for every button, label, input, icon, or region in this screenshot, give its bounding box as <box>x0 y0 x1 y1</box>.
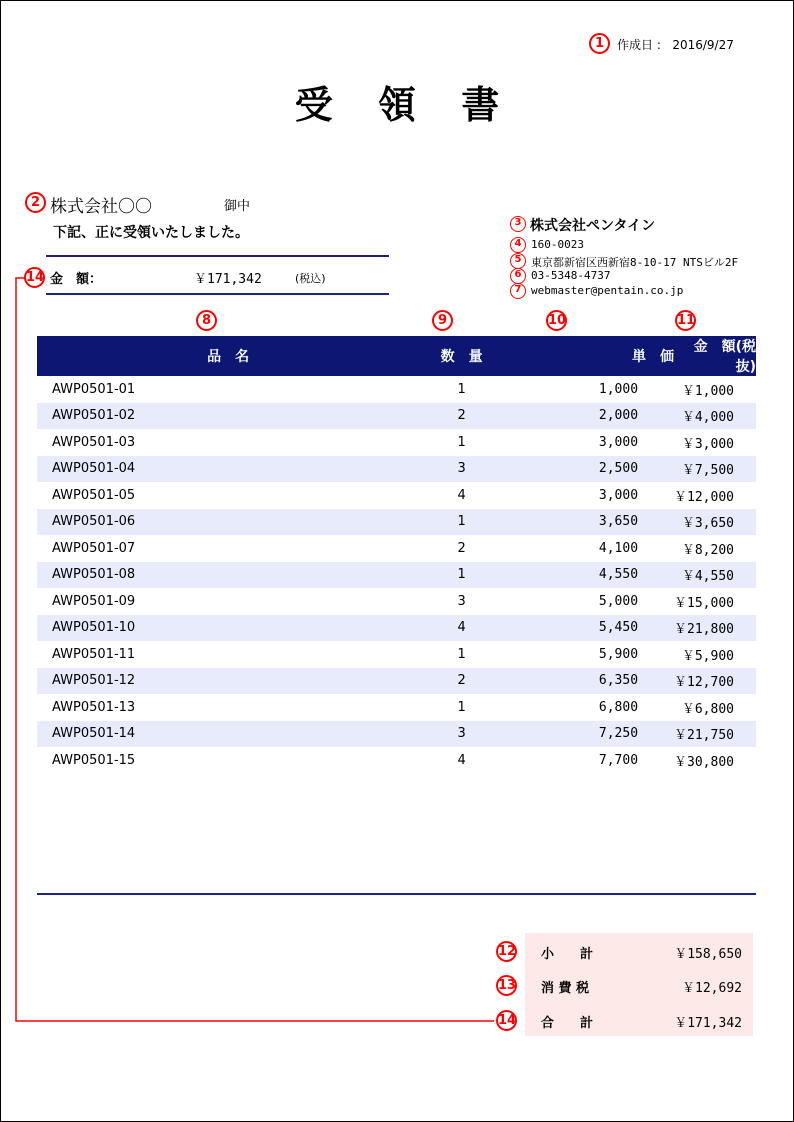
table-row <box>37 721 756 748</box>
marker-14-bottom: 14 <box>496 1010 517 1031</box>
recipient-name: 株式会社〇〇 <box>50 197 152 217</box>
item-name-cell: AWP0501-03 <box>52 434 136 450</box>
amount-cell: ￥12,700 <box>674 668 756 695</box>
quantity-cell: 1 <box>457 434 466 450</box>
unit-price-cell: 4,100 <box>598 540 639 556</box>
issuer-company: 株式会社ペンタイン <box>530 218 656 234</box>
amount-cell: ￥5,900 <box>681 648 734 664</box>
amount-label: 金 額： <box>50 272 103 287</box>
subtotal-value: ￥158,650 <box>674 947 742 962</box>
issuer-phone: 03-5348-4737 <box>531 269 611 282</box>
unit-price-cell: 6,800 <box>598 699 639 715</box>
total-value: ￥171,342 <box>674 1016 742 1031</box>
issuer-email: webmaster@pentain.co.jp <box>531 284 684 297</box>
marker-13: 13 <box>496 975 517 996</box>
amount-cell: ￥4,000 <box>674 403 756 430</box>
document-title: 受 領 書 <box>294 83 516 127</box>
marker-1: 1 <box>589 33 610 54</box>
table-row <box>37 429 756 456</box>
table-row <box>37 376 756 403</box>
marker-14-top: 14 <box>24 267 45 288</box>
table-row <box>37 482 756 509</box>
table-row <box>37 747 756 774</box>
quantity-cell: 1 <box>457 699 466 715</box>
item-name-cell: AWP0501-09 <box>52 593 136 609</box>
quantity-cell: 1 <box>457 381 466 397</box>
item-name-cell: AWP0501-08 <box>37 562 419 589</box>
header-unit-price: 単 価 <box>504 336 674 376</box>
marker-4: 4 <box>510 237 526 253</box>
table-row <box>37 403 756 430</box>
marker-5: 5 <box>510 253 526 269</box>
item-name-cell: AWP0501-01 <box>52 381 136 397</box>
marker-11: 11 <box>675 310 696 331</box>
quantity-cell: 3 <box>419 456 504 483</box>
quantity-cell: 4 <box>457 487 466 503</box>
quantity-cell: 3 <box>457 593 466 609</box>
tax-value: ￥12,692 <box>682 981 742 996</box>
amount-cell: ￥8,200 <box>681 542 734 558</box>
receipt-message: 下記、正に受領いたしました。 <box>53 225 249 241</box>
quantity-cell: 4 <box>457 752 466 768</box>
unit-price-cell: 2,500 <box>504 456 674 483</box>
marker-8: 8 <box>196 310 217 331</box>
amount-cell: ￥12,000 <box>674 489 734 505</box>
item-name-cell: AWP0501-15 <box>52 752 136 768</box>
marker-6: 6 <box>510 268 526 284</box>
table-row <box>37 588 756 615</box>
unit-price-cell: 5,900 <box>598 646 639 662</box>
unit-price-cell: 3,000 <box>598 434 639 450</box>
table-row <box>37 668 756 695</box>
marker-10: 10 <box>546 310 567 331</box>
marker-12: 12 <box>496 941 517 962</box>
amount-cell: ￥15,000 <box>674 595 734 611</box>
header-amount: 金 額(税抜) <box>674 336 756 376</box>
amount-cell: ￥3,000 <box>681 436 734 452</box>
marker-3: 3 <box>510 216 526 232</box>
table-row <box>37 562 756 589</box>
table-bottom-rule <box>37 893 756 895</box>
recipient-honorific: 御中 <box>224 199 251 214</box>
item-name-cell: AWP0501-02 <box>37 403 419 430</box>
item-name-cell: AWP0501-06 <box>37 509 419 536</box>
item-name-cell: AWP0501-12 <box>37 668 419 695</box>
unit-price-cell: 7,250 <box>504 721 674 748</box>
quantity-cell: 2 <box>419 403 504 430</box>
item-name-cell: AWP0501-05 <box>52 487 136 503</box>
amount-cell: ￥30,800 <box>674 754 734 770</box>
unit-price-cell: 6,350 <box>504 668 674 695</box>
items-table <box>37 336 756 774</box>
amount-value: ￥171,342 <box>194 272 262 287</box>
issuer-postal-code: 160-0023 <box>531 238 584 251</box>
amount-cell: ￥6,800 <box>681 701 734 717</box>
amount-cell: ￥21,750 <box>674 721 756 748</box>
quantity-cell: 2 <box>457 540 466 556</box>
unit-price-cell: 3,000 <box>598 487 639 503</box>
total-label: 合 計 <box>541 1016 594 1031</box>
marker-9: 9 <box>432 310 453 331</box>
table-row <box>37 456 756 483</box>
item-name-cell: AWP0501-04 <box>37 456 419 483</box>
created-date: 2016/9/27 <box>672 38 734 52</box>
amount-cell: ￥3,650 <box>674 509 756 536</box>
quantity-cell: 1 <box>457 646 466 662</box>
unit-price-cell: 1,000 <box>598 381 639 397</box>
quantity-cell: 4 <box>419 615 504 642</box>
table-row <box>37 694 756 721</box>
quantity-cell: 1 <box>419 509 504 536</box>
created-label: 作成日 : <box>617 38 661 52</box>
unit-price-cell: 3,650 <box>504 509 674 536</box>
header-item-name: 品 名 <box>37 336 419 376</box>
items-body <box>37 376 756 774</box>
amount-cell: ￥1,000 <box>681 383 734 399</box>
table-row <box>37 509 756 536</box>
quantity-cell: 1 <box>419 562 504 589</box>
amount-cell: ￥4,550 <box>674 562 756 589</box>
table-header-row <box>37 336 756 376</box>
quantity-cell: 2 <box>419 668 504 695</box>
amount-tax-note: (税込) <box>295 272 326 285</box>
marker-7: 7 <box>510 283 526 299</box>
amount-cell: ￥7,500 <box>674 456 756 483</box>
item-name-cell: AWP0501-10 <box>37 615 419 642</box>
unit-price-cell: 5,000 <box>598 593 639 609</box>
unit-price-cell: 7,700 <box>598 752 639 768</box>
table-row <box>37 641 756 668</box>
item-name-cell: AWP0501-13 <box>52 699 136 715</box>
item-name-cell: AWP0501-14 <box>37 721 419 748</box>
unit-price-cell: 5,450 <box>504 615 674 642</box>
table-row <box>37 535 756 562</box>
subtotal-label: 小 計 <box>541 947 594 962</box>
table-row <box>37 615 756 642</box>
quantity-cell: 3 <box>419 721 504 748</box>
item-name-cell: AWP0501-11 <box>52 646 136 662</box>
tax-label: 消 費 税 <box>541 981 590 996</box>
unit-price-cell: 4,550 <box>504 562 674 589</box>
item-name-cell: AWP0501-07 <box>52 540 136 556</box>
unit-price-cell: 2,000 <box>504 403 674 430</box>
header-quantity: 数 量 <box>419 336 504 376</box>
amount-cell: ￥21,800 <box>674 615 756 642</box>
marker-2: 2 <box>25 192 46 213</box>
issuer-address: 東京都新宿区西新宿8-10-17 NTSビル2F <box>531 256 739 269</box>
created-date-line <box>617 36 734 53</box>
